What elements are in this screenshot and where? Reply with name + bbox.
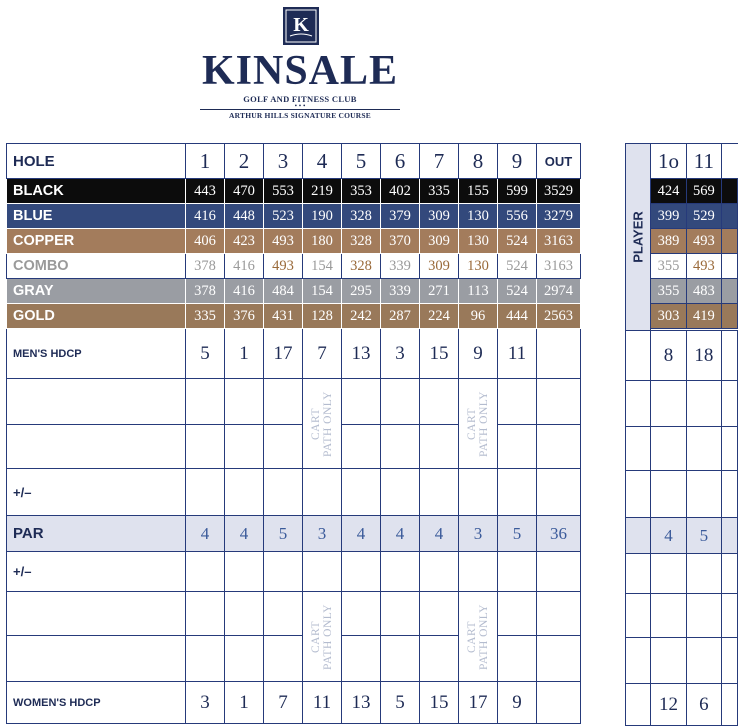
yardage: 493 [264,229,303,254]
score-cell[interactable] [459,469,498,516]
tee-row-blue [7,204,581,229]
hole-row [7,144,581,179]
hdcp-total [537,682,581,724]
cart-path-cell [459,379,498,469]
yardage: 128 [303,304,342,329]
tee-row-gold [7,304,581,329]
hdcp-value: 17 [264,329,303,379]
score-cell[interactable] [537,552,581,592]
brand-name: KINSALE [201,48,399,94]
yardage: 328 [342,204,381,229]
score-cell[interactable] [342,552,381,592]
score-cell[interactable] [225,552,264,592]
score-cell[interactable] [420,552,459,592]
tee-row-black [7,179,581,204]
yardage: 309 [420,254,459,279]
hdcp-value: 9 [459,329,498,379]
yardage: 339 [381,254,420,279]
yardage-total: 3279 [537,204,581,229]
yardage: 553 [264,179,303,204]
score-cell[interactable] [686,554,721,594]
hdcp-value: 15 [420,329,459,379]
score-cell[interactable] [342,592,381,636]
par-value: 4 [186,516,225,552]
yardage: 154 [303,254,342,279]
yardage: 335 [420,179,459,204]
yardage-total: 2974 [537,279,581,304]
score-cell[interactable] [264,469,303,516]
par-value: 4 [651,518,686,554]
hdcp-value: 7 [303,329,342,379]
yardage: 416 [186,204,225,229]
par-value: 5 [498,516,537,552]
mens-hdcp-label: MEN'S HDCP [7,329,186,379]
hdcp-value: 3 [381,329,420,379]
yardage-total: 3163 [537,229,581,254]
yardage: 335 [186,304,225,329]
womens-hdcp-label: WOMEN'S HDCP [7,682,186,724]
yardage: 529 [686,204,721,229]
par-value: 5 [686,518,721,554]
score-cell[interactable] [651,594,686,638]
yardage: 328 [342,229,381,254]
score-cell[interactable] [186,592,225,636]
hdcp-value: 5 [381,682,420,724]
brand-dots: • • • [294,102,306,110]
hdcp-value: 3 [186,682,225,724]
yardage-total: 2563 [537,304,581,329]
out-label: OUT [537,144,581,179]
crest-icon [282,6,320,46]
hdcp-value: 18 [686,331,721,381]
yardage: 423 [225,229,264,254]
score-cell[interactable] [186,552,225,592]
par-value: 4 [381,516,420,552]
back-nine-scorecard [625,143,738,726]
yardage: 309 [420,204,459,229]
yardage: 378 [186,279,225,304]
yardage: 416 [225,279,264,304]
score-cell[interactable] [264,552,303,592]
yardage: 556 [498,204,537,229]
cart-path-cell [459,592,498,682]
yardage: 599 [498,179,537,204]
yardage: 353 [342,179,381,204]
yardage: 339 [381,279,420,304]
score-cell[interactable] [459,552,498,592]
player-name-cell[interactable] [7,379,186,425]
score-cell[interactable] [420,425,459,469]
player-name-cell[interactable] [7,592,186,636]
cart-path-cell [303,592,342,682]
yardage: 443 [186,179,225,204]
score-cell[interactable] [498,552,537,592]
cart-path-note: CART PATH ONLY [310,603,334,670]
tee-name: GRAY [7,279,186,304]
yardage: 493 [686,229,721,254]
score-cell[interactable] [342,469,381,516]
score-cell[interactable] [381,379,420,425]
score-cell[interactable] [186,379,225,425]
score-cell[interactable] [186,636,225,682]
hole-number: 8 [459,144,498,179]
womens-hdcp-row [626,684,738,726]
hdcp-value: 6 [686,684,721,726]
yardage: 483 [686,279,721,304]
tee-name: BLACK [7,179,186,204]
yardage: 493 [686,254,721,279]
score-cell[interactable] [420,636,459,682]
score-cell[interactable] [420,592,459,636]
score-cell[interactable] [381,636,420,682]
yardage: 493 [264,254,303,279]
hdcp-value: 5 [186,329,225,379]
yardage: 376 [225,304,264,329]
yardage: 379 [381,204,420,229]
hole-row [626,144,738,179]
hdcp-value: 12 [651,684,686,726]
yardage: 180 [303,229,342,254]
yardage: 524 [498,229,537,254]
hole-number: 4 [303,144,342,179]
par-label: PAR [7,516,186,552]
score-cell[interactable] [264,636,303,682]
score-cell[interactable] [498,379,537,425]
hole-number: 5 [342,144,381,179]
yardage: 154 [303,279,342,304]
score-cell[interactable] [186,469,225,516]
score-cell[interactable] [342,379,381,425]
score-cell[interactable] [303,469,342,516]
cart-path-note: CART PATH ONLY [466,603,490,670]
yardage: 399 [651,204,686,229]
score-row [7,592,581,636]
yardage: 295 [342,279,381,304]
yardage: 524 [498,279,537,304]
par-value: 4 [225,516,264,552]
score-cell[interactable] [420,379,459,425]
hdcp-value: 9 [498,682,537,724]
score-cell[interactable] [498,592,537,636]
score-cell[interactable] [186,425,225,469]
score-cell[interactable] [225,636,264,682]
tee-name: BLUE [7,204,186,229]
yardage: 355 [651,279,686,304]
mens-hdcp-row [7,329,581,379]
score-cell[interactable] [537,592,581,636]
score-cell[interactable] [381,425,420,469]
yardage: 424 [651,179,686,204]
yardage: 448 [225,204,264,229]
par-value: 5 [264,516,303,552]
score-cell[interactable] [651,471,686,518]
score-cell[interactable] [303,552,342,592]
cart-path-cell [303,379,342,469]
hole-number: 6 [381,144,420,179]
score-cell[interactable] [225,379,264,425]
score-cell[interactable] [537,425,581,469]
hdcp-value: 13 [342,329,381,379]
hole-number: 9 [498,144,537,179]
player-name-cell[interactable] [7,425,186,469]
score-row [7,379,581,425]
hdcp-value: 7 [264,682,303,724]
yardage: 328 [342,254,381,279]
score-cell[interactable] [686,427,721,471]
hole-label: HOLE [7,144,186,179]
score-cell[interactable] [381,469,420,516]
tee-row-gray [7,279,581,304]
plus-minus-row [7,552,581,592]
player-label: PLAYER [630,211,646,263]
hdcp-value: 11 [498,329,537,379]
score-cell[interactable] [225,425,264,469]
score-cell[interactable] [651,638,686,684]
hdcp-value: 11 [303,682,342,724]
yardage: 470 [225,179,264,204]
par-row [7,516,581,552]
hdcp-value: 15 [420,682,459,724]
hole-number: 2 [225,144,264,179]
player-name-cell[interactable] [7,636,186,682]
score-cell[interactable] [537,469,581,516]
score-cell[interactable] [264,592,303,636]
yardage: 287 [381,304,420,329]
kinsale-logo [200,6,400,118]
cart-path-note: CART PATH ONLY [466,390,490,457]
hole-number: 3 [264,144,303,179]
yardage: 242 [342,304,381,329]
tee-row-copper [7,229,581,254]
par-value: 3 [303,516,342,552]
yardage-total: 3529 [537,179,581,204]
hole-number: 7 [420,144,459,179]
score-cell[interactable] [225,469,264,516]
brand-course: ARTHUR HILLS SIGNATURE COURSE [200,109,400,120]
score-cell[interactable] [686,381,721,427]
score-cell[interactable] [381,552,420,592]
score-cell[interactable] [342,636,381,682]
score-cell[interactable] [537,379,581,425]
yardage: 523 [264,204,303,229]
yardage: 569 [686,179,721,204]
yardage: 419 [686,304,721,329]
yardage: 355 [651,254,686,279]
yardage: 484 [264,279,303,304]
hdcp-value: 1 [225,329,264,379]
score-cell[interactable] [537,636,581,682]
score-cell[interactable] [264,425,303,469]
brand-subtitle: GOLF AND FITNESS CLUB [243,94,357,104]
yardage: 444 [498,304,537,329]
tee-name: COMBO [7,254,186,279]
score-cell[interactable] [686,594,721,638]
yardage: 389 [651,229,686,254]
hdcp-value: 8 [651,331,686,381]
tee-row-combo [7,254,581,279]
yardage: 524 [498,254,537,279]
hdcp-total [537,329,581,379]
cart-path-note: CART PATH ONLY [310,390,334,457]
yardage: 431 [264,304,303,329]
hdcp-value: 1 [225,682,264,724]
yardage: 190 [303,204,342,229]
score-cell[interactable] [264,379,303,425]
yardage: 303 [651,304,686,329]
yardage: 96 [459,304,498,329]
yardage: 219 [303,179,342,204]
tee-name: GOLD [7,304,186,329]
plus-minus-row [7,469,581,516]
yardage: 130 [459,204,498,229]
par-value: 4 [342,516,381,552]
score-cell[interactable] [651,427,686,471]
yardage: 113 [459,279,498,304]
yardage: 402 [381,179,420,204]
plus-minus-label: +/– [7,469,186,516]
hole-number: 1o [651,144,686,179]
mens-hdcp-row [626,331,738,381]
crest-letter: K [293,14,309,36]
hdcp-value: 13 [342,682,381,724]
front-nine-scorecard [6,143,581,724]
score-cell[interactable] [686,471,721,518]
score-cell[interactable] [651,381,686,427]
score-cell[interactable] [381,592,420,636]
yardage: 224 [420,304,459,329]
yardage: 130 [459,229,498,254]
yardage: 370 [381,229,420,254]
yardage: 416 [225,254,264,279]
score-cell[interactable] [498,425,537,469]
par-value: 4 [420,516,459,552]
player-column [626,144,651,331]
score-cell[interactable] [498,469,537,516]
score-cell[interactable] [420,469,459,516]
yardage: 155 [459,179,498,204]
yardage-total: 3163 [537,254,581,279]
yardage: 130 [459,254,498,279]
score-cell[interactable] [651,554,686,594]
par-row [626,518,738,554]
tee-name: COPPER [7,229,186,254]
plus-minus-label: +/– [7,552,186,592]
par-value: 3 [459,516,498,552]
hole-number: 1 [186,144,225,179]
yardage: 309 [420,229,459,254]
score-cell[interactable] [342,425,381,469]
hdcp-value: 17 [459,682,498,724]
yardage: 271 [420,279,459,304]
womens-hdcp-row [7,682,581,724]
yardage: 378 [186,254,225,279]
score-cell[interactable] [498,636,537,682]
score-cell[interactable] [225,592,264,636]
score-cell[interactable] [686,638,721,684]
hole-number: 11 [686,144,721,179]
yardage: 406 [186,229,225,254]
par-total: 36 [537,516,581,552]
